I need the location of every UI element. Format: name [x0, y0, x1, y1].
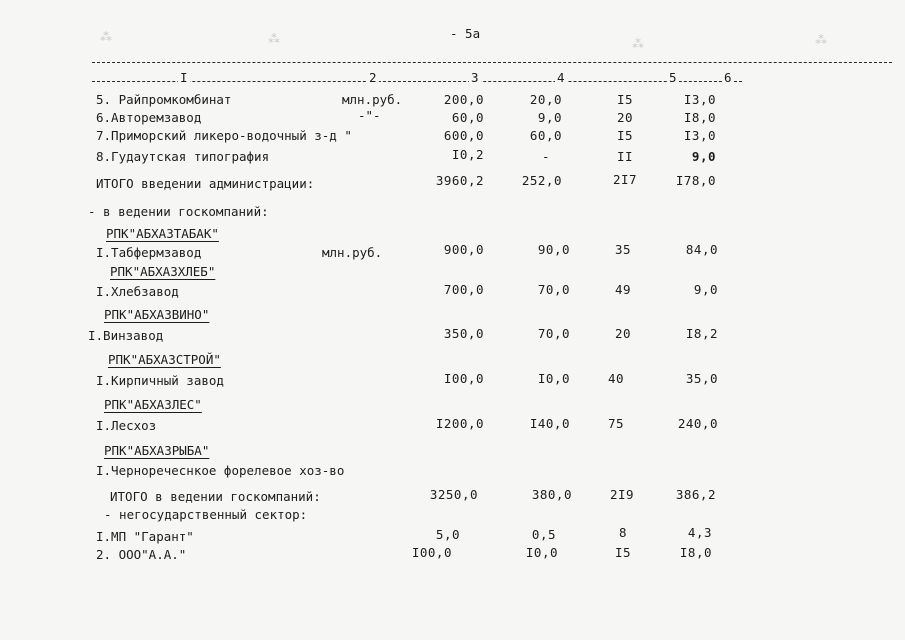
row-unit: -"- — [358, 108, 381, 123]
company-col6: 9,0 — [693, 282, 718, 297]
company-item: I.Черноречеснкое форелевое хоз-во — [96, 463, 345, 478]
total-state-col3: 3250,0 — [429, 487, 478, 502]
row-col4: 0,5 — [531, 527, 556, 542]
company-item: I.Табфермзавод — [96, 245, 202, 260]
company-col3: I200,0 — [435, 416, 484, 431]
row-col3: 60,0 — [451, 110, 484, 125]
row-col5: 8 — [619, 525, 628, 540]
row-col6: I3,0 — [683, 128, 716, 143]
row-col4: - — [542, 149, 551, 164]
row-col6: 9,0 — [691, 149, 716, 164]
smudge-mark: ⁂ — [268, 32, 280, 46]
row-col3: 200,0 — [443, 92, 484, 107]
row-col3: I00,0 — [411, 545, 452, 560]
total-state-col5: 2I9 — [610, 487, 635, 502]
row-col5: I5 — [617, 128, 634, 143]
row-col3: 600,0 — [443, 128, 484, 143]
company-col6: 35,0 — [685, 371, 718, 386]
company-col5: 40 — [608, 371, 625, 386]
company-col3: I00,0 — [443, 371, 484, 386]
total-state-col4: 380,0 — [531, 487, 572, 502]
row-col5: 20 — [617, 110, 634, 125]
total-state-col6: 386,2 — [675, 487, 716, 502]
row-col5: II — [617, 149, 634, 164]
column-header-3: 3 — [471, 70, 479, 85]
company-name: РПК"АБХАЗЛЕС" — [104, 397, 202, 412]
row-col6: 4,3 — [687, 525, 712, 540]
smudge-mark: ⁂ — [100, 30, 112, 44]
column-header-2: 2 — [369, 70, 377, 85]
row-name: I.МП "Гарант" — [96, 529, 194, 544]
company-name: РПК"АБХАЗХЛЕБ" — [110, 264, 216, 279]
column-header-4: 4 — [557, 70, 565, 85]
row-unit: млн.руб. — [342, 92, 403, 107]
nonstate-heading: - негосударственный сектор: — [104, 507, 308, 522]
company-col5: 20 — [615, 326, 632, 341]
company-item: I.Винзавод — [88, 328, 164, 343]
company-col6: 240,0 — [677, 416, 718, 431]
row-col4: 9,0 — [537, 110, 562, 125]
row-col4: 60,0 — [529, 128, 562, 143]
row-name: 5. Райпромкомбинат — [96, 92, 232, 107]
total-admin-col5: 2I7 — [613, 172, 638, 187]
row-name: 2. ООО"А.А." — [96, 547, 187, 562]
top-dashed-rule — [92, 62, 892, 63]
state-companies-heading: - в ведении госкомпаний: — [88, 204, 269, 219]
smudge-mark: ⁂ — [815, 33, 827, 47]
row-col6: I8,0 — [679, 545, 712, 560]
company-col5: 49 — [615, 282, 632, 297]
company-col3: 700,0 — [443, 282, 484, 297]
total-admin-label: ИТОГО введении администрации: — [96, 176, 315, 191]
row-col5: I5 — [617, 92, 634, 107]
company-name: РПК"АБХАЗВИНО" — [104, 307, 210, 322]
row-col6: I3,0 — [683, 92, 716, 107]
company-col3: 900,0 — [443, 242, 484, 257]
total-admin-col4: 252,0 — [521, 173, 562, 188]
company-col4: 70,0 — [537, 326, 570, 341]
row-name: 7.Приморский ликеро-водочный з-д " — [96, 128, 352, 143]
company-col4: I40,0 — [529, 416, 570, 431]
company-item: I.Кирпичный завод — [96, 373, 224, 388]
column-header-row — [92, 70, 742, 86]
company-name: РПК"АБХАЗТАБАК" — [106, 226, 219, 241]
row-col4: 20,0 — [529, 92, 562, 107]
column-header-1: I — [180, 70, 188, 85]
total-state-label: ИТОГО в ведении госкомпаний: — [110, 489, 321, 504]
company-col5: 35 — [615, 242, 632, 257]
company-item: I.Лесхоз — [96, 418, 157, 433]
total-admin-col6: I78,0 — [675, 173, 716, 188]
company-col3: 350,0 — [443, 326, 484, 341]
page-number: - 5а — [450, 26, 481, 41]
smudge-mark: ⁂ — [632, 37, 644, 51]
row-col3: 5,0 — [435, 527, 460, 542]
company-col6: I8,2 — [685, 326, 718, 341]
company-col4: 90,0 — [537, 242, 570, 257]
company-col4: I0,0 — [537, 371, 570, 386]
row-col3: I0,2 — [451, 147, 484, 162]
row-name: 8.Гудаутская типография — [96, 149, 270, 164]
company-name: РПК"АБХАЗРЫБА" — [104, 443, 210, 458]
company-item-unit: млн.руб. — [322, 245, 383, 260]
row-col4: I0,0 — [525, 545, 558, 560]
row-name: 6.Авторемзавод — [96, 110, 202, 125]
total-admin-col3: 3960,2 — [435, 173, 484, 188]
company-col6: 84,0 — [685, 242, 718, 257]
company-col4: 70,0 — [537, 282, 570, 297]
company-item: I.Хлебзавод — [96, 284, 179, 299]
company-name: РПК"АБХАЗСТРОЙ" — [108, 352, 221, 367]
row-col6: I8,0 — [683, 110, 716, 125]
column-header-6: 6 — [724, 70, 732, 85]
company-col5: 75 — [608, 416, 625, 431]
row-col5: I5 — [615, 545, 632, 560]
column-header-5: 5 — [669, 70, 677, 85]
